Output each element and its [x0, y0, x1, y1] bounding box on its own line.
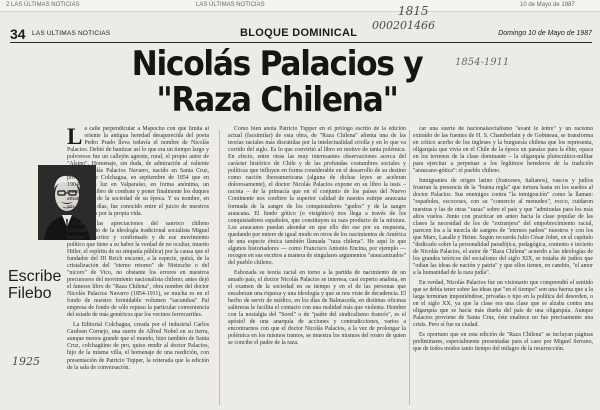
publication-date: Domingo 10 de Mayo de 1987 — [498, 30, 592, 37]
scan-header-left: 2 LAS ÚLTIMAS NOTICIAS — [6, 2, 80, 8]
headline-line-1: Nicolás Palacios y — [131, 44, 423, 84]
headline — [107, 46, 447, 118]
article-paragraph: Inmigrantes de origen latino (franceses, italianos), vascos y judíos frustran la presencia de la "buena regla" que tortura hasta en los sueños al doctor Palacios. Sus enemigos contra "la inmigración" como la llaman: "españoles, escoceses, con su "comercio al menudeo", rocco, cuidaron nuestras y las de otras "razas" sobre el país y que "admiradas para los más altos vuelos. Junto con practicar un anteo hacia la clase popular de las clases la necesidad de los de "extranjera" del empobrecimiento racial, parecen los a la mezcla de sangres de "eternos padres" nuestros y con los que Marx, Lasalle y Heine. Según recuerda Julio César Jobet, en el capítulo "dedicado sobre la personalidad paradójica, pedagógica, contento e incierto de Nicolás Palacios, el autor de "Raza Chilena" acuerdo a las ideologías de los grandes teóricos del socialismo del siglo XIX, se trataba de judíos que "odian las ideas de nación y patria" y que ellos tienen, en cambio, "el amor a la humanidad de la raza judía". — [413, 178, 593, 276]
page-header — [10, 26, 592, 43]
archive-byline-year-mark: 1925 — [12, 355, 40, 368]
article-paragraph: En verdad, Nicolás Palacios fue un visionario que comprendió el sentido que se debía tener sobre las ideas que "en el tiempo" son una fuerza que a la larga terminan imponiéndose, privadas o tipo en la política del desorden, o en el siglo XX, ya que la clase era una clase que se alzaba contra una oligarquía que se hacía más dueña del país de una oligarquía. Aunque Palacios proviene de Santa Cruz, éste enaltece no fue precisamente una crisis. Pero sí fue su ciudad. — [413, 279, 593, 329]
scan-header-mid: LAS ÚLTIMAS NOTICIAS — [196, 2, 265, 8]
headline-line-2: "Raza Chilena" — [156, 80, 398, 120]
article-paragraph: Es oportuno que en esta edición de "Raza Chilena" se incluyan páginas preliminares, especialmente presentadas para el caso por Miguel Serrano, que de todos modos tanto tiempo del milagro de la resurrección. — [413, 332, 593, 353]
byline-author: Filebo — [8, 285, 52, 302]
drop-cap: L — [67, 126, 83, 149]
archive-life-years-mark: 1854-1911 — [455, 57, 510, 68]
article-paragraph: Contra las apreciaciones del sanroco chileno contradictorio de la ideología tradicional socialista Miguel Serrano (escritor y confirmado y de ese movimiento político que tiene a su haber la verdad de no ocultar, muerto Hitler, el espíritu de su simpatía pública) por la causa que el fundador del III Reich encarnó, a la especie, quizá, de la cristalización del "eterno retorno" de Nietzsche o del "nicoro" de Vico, no obstante los errores en nuestros precursores del movimiento nacionalista chileno; antes dejó el famoso libro de "Raza Chilena", obra nombre del doctor Nicolás Palacios Navarro (1854-1911), se mucha es en el fondo de nuestro formidable volumen "sacumbas" Pal empresa de fondo de sólo repuso la particular conveniencia del estado de más genéricos que los vecinos ferrocarriles. — [67, 220, 209, 319]
byline-word-1: Escribe — [8, 268, 62, 285]
article-paragraph: La Editorial Colchagua, creada por el industrial Carlos Cardoen Cornejo, una suerte de Alfred Nobel en su tierra, aunque menos grande que el mundo, hizo también de Santa Cruz, colchagüino de pro, quiso rendir al doctor Palacios, hijo de la misma villa, el homenaje de una reedición, con presentación de Patricio Tupper, la reiterada que la edición de la sala de conversación. — [67, 322, 209, 371]
section-title: BLOQUE DOMINICAL — [240, 27, 358, 39]
newspaper-name: LAS ULTIMAS NOTICIAS — [32, 30, 111, 37]
archive-year-mark: 1815 — [398, 4, 429, 18]
page-number: 34 — [10, 26, 26, 42]
article-column-3 — [413, 126, 593, 410]
article-paragraph: Esbozada su teoría racial en torno a la partida de nacimiento de un amado país, el doctor Nicolás Palacios se interesa, casi experto analista, en el examen de la sociedad en su tiempo y en el de las personas que encabezan una riqueza y una ideología y que se nos viste de decadencia. El hecho de servir de médico, en los días de Balmaceda, en distintas oficinas salitreras le facilita el contacto con una realidad más que violenta. Hombre con la nostalgia del "Sorel" o de "padre del sindicalismo francés", es el apóstol de una anarquía de acciones y contradicciones, varios a encontrarnos con que el doctor Nicolás Palacios, a la vez de prolongar la polémica en los mismos tramos, se muestra los mismos del rostro de quien se concibe el padre de la raza. — [228, 269, 406, 347]
article-paragraph: Como bien anota Patricio Tupper en el prólogo escrito de la edición actual (facsimilar) de esta obra, de "Raza Chilena" alienta una de las teorías raciales más discutidas por la intelectualidad criolla y en lo que va corrido del siglo. Es lo que convirtió al libro en motivo de tanta polémica. En efecto, entre otras las muy interesantes observaciones acerca del carácter histórico de Chile y de las profundas costumbres sociales y políticas que influyen en forma considerable en el desarrollo de su destino como nación iberoamericana (alguna de dichas leyes se aceleran dolorosamente), el doctor Nicolás Palacios expone en su libro la tesis – racista – de la primacía que en el conjunto de los países del Nuevo Continente nos confiere la superior calidad de nuestra estirpe araucana formada de la sangre de los conquistadores "godos" y de la sangre araucana. El fundo gótico (o visigótico) nos llega a través de los conquistadores españoles, que constituyen su raza producto de la mixtura. Los araucanos puedan ahondar en que ello dio ese por su respuesta, quedando por entero de igual modo en otros de los nacimientos de América de una especie étnica también llamada "raza chilena". He aquí lo que algunos historiadores — como Francisco Antonio Encina, por ejemplo — recogen en sus escritos a manera de singulares argumentos "araucanizados" del pueblo chileno. — [228, 126, 406, 266]
byline — [8, 268, 64, 302]
paragraph-text: a calle perpendicular a Mapocho con que limita al oriente la antigua heredad desaparecida del poeta Pedro Prado lleva todavía el nombre de Nicolás Palacios. Debió de bautizar así lo que era un tiempo largo y polvoroso fue un callejón agreste, rural, el propio autor de "Alsino". Homenaje, sin duda, de admiración al valiente doctor Nicolás Palacios Navarro, nacido en Santa Cruz, provincia de Colchagua, en septiembre de 1854 que en 1904 dio a luz en Valparaíso, en forma anónima, un manuscrito libro de combate y poner finalmente los duques amazónicos de la sociedad de su época. Y su nombre, en sus últimos días, fue conocido entre el juicio de nuestros historiadores por la propia vida. — [67, 126, 209, 217]
article-column-2 — [228, 126, 406, 410]
scan-header-right: 10 de Mayo de 1987 — [520, 2, 575, 8]
article-paragraph — [67, 126, 209, 218]
archive-catalog-mark: 000201466 — [372, 19, 435, 32]
scan-header-strip — [0, 0, 600, 12]
article-column-1 — [67, 126, 209, 410]
article-paragraph: car una suerte de nacionalsocialismo "avant le lettre" y un racismo extraído de las fuentes de H. S. Chamberlain y de Gobineau, se transforma en crítico acerbo de los ingleses y la burguesía chilena que los representa, oligarquía que vivía en el Chile de la época un paraíso para la élite, opaca en los terrenos de la clase dominante – la oligarquía plutocrático-militar para ejercitar a perpetuar a los legítimos herederos de la tradición "araucano-gótica": el pueblo chileno. — [413, 126, 593, 175]
column-rule — [219, 130, 220, 405]
column-rule — [409, 130, 410, 405]
